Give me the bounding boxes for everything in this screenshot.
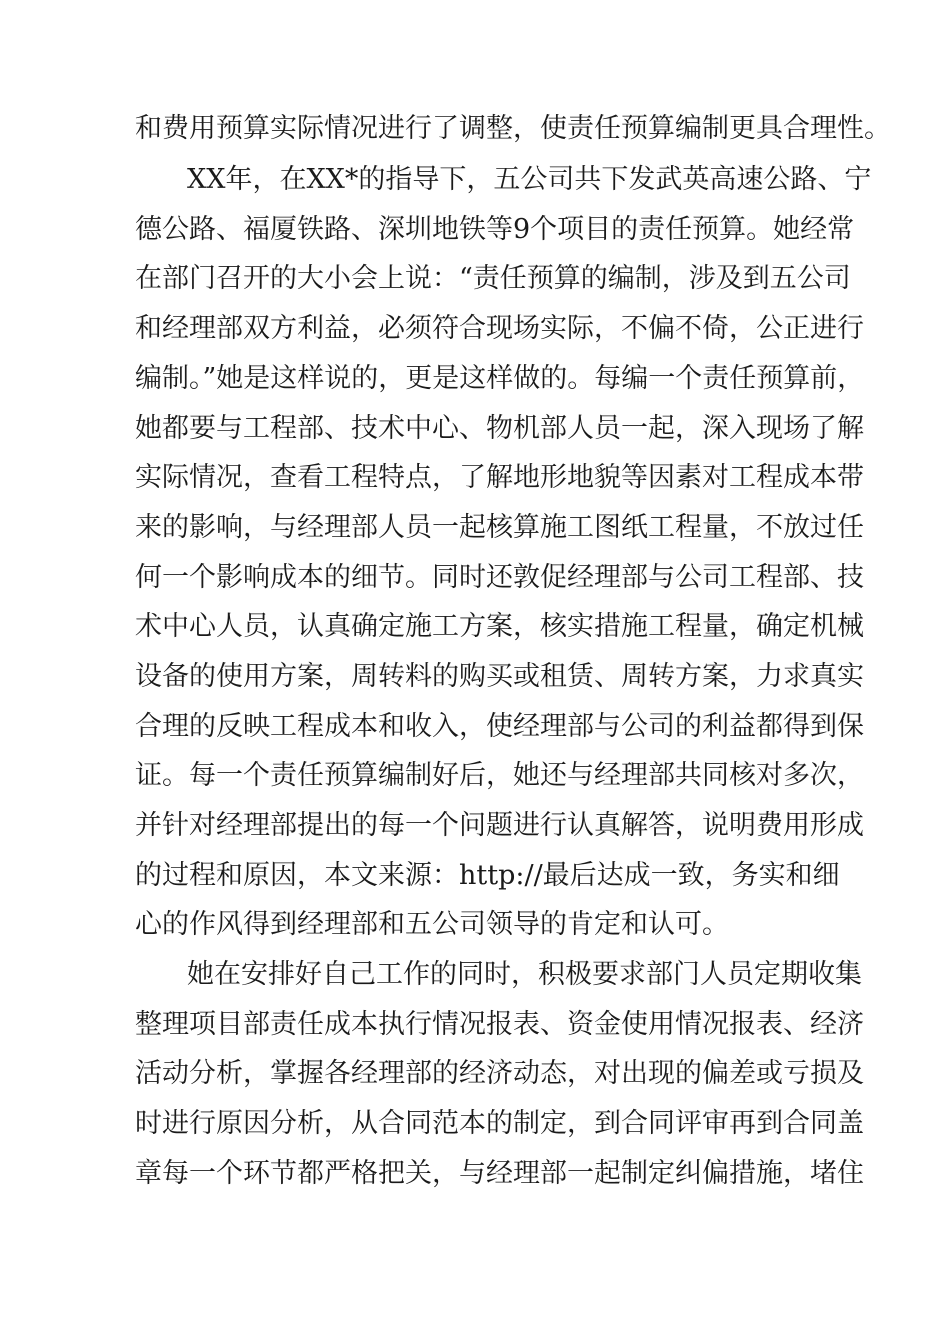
- text-line: 在部门召开的大小会上说：“责任预算的编制，涉及到五公司: [135, 263, 851, 294]
- text-line: 和经理部双方利益，必须符合现场实际，不偏不倚，公正进行: [135, 313, 864, 344]
- text-line: 心的作风得到经理部和五公司领导的肯定和认可。: [135, 909, 729, 940]
- text-line: 她都要与工程部、技术中心、物机部人员一起，深入现场了解: [135, 413, 864, 444]
- paragraph-first-line: XX年，在XX*的指导下，五公司共下发武英高速公路、宁: [187, 164, 872, 195]
- text-line: 并针对经理部提出的每一个问题进行认真解答，说明费用形成: [135, 810, 864, 841]
- text-line: 的过程和原因，本文来源：http://最后达成一致，务实和细: [135, 860, 840, 891]
- text-line: 活动分析，掌握各经理部的经济动态，对出现的偏差或亏损及: [135, 1058, 864, 1089]
- text-line: 和费用预算实际情况进行了调整，使责任预算编制更具合理性。: [135, 113, 891, 144]
- text-line: 来的影响，与经理部人员一起核算施工图纸工程量，不放过任: [135, 512, 864, 543]
- text-line: 编制。”她是这样说的，更是这样做的。每编一个责任预算前，: [135, 363, 865, 394]
- text-line: 设备的使用方案，周转料的购买或租赁、周转方案，力求真实: [135, 661, 864, 692]
- text-line: 术中心人员，认真确定施工方案，核实措施工程量，确定机械: [135, 611, 864, 642]
- text-line: 章每一个环节都严格把关，与经理部一起制定纠偏措施，堵住: [135, 1158, 864, 1189]
- text-line: 时进行原因分析，从合同范本的制定，到合同评审再到合同盖: [135, 1108, 864, 1139]
- text-line: 德公路、福厦铁路、深圳地铁等9个项目的责任预算。她经常: [135, 214, 855, 245]
- text-line: 何一个影响成本的细节。同时还敦促经理部与公司工程部、技: [135, 562, 864, 593]
- text-line: 证。每一个责任预算编制好后，她还与经理部共同核对多次，: [135, 760, 864, 791]
- paragraph-first-line: 她在安排好自己工作的同时，积极要求部门人员定期收集: [187, 959, 862, 990]
- text-line: 整理项目部责任成本执行情况报表、资金使用情况报表、经济: [135, 1009, 864, 1040]
- text-line: 合理的反映工程成本和收入，使经理部与公司的利益都得到保: [135, 711, 864, 742]
- text-line: 实际情况，查看工程特点，了解地形地貌等因素对工程成本带: [135, 462, 864, 493]
